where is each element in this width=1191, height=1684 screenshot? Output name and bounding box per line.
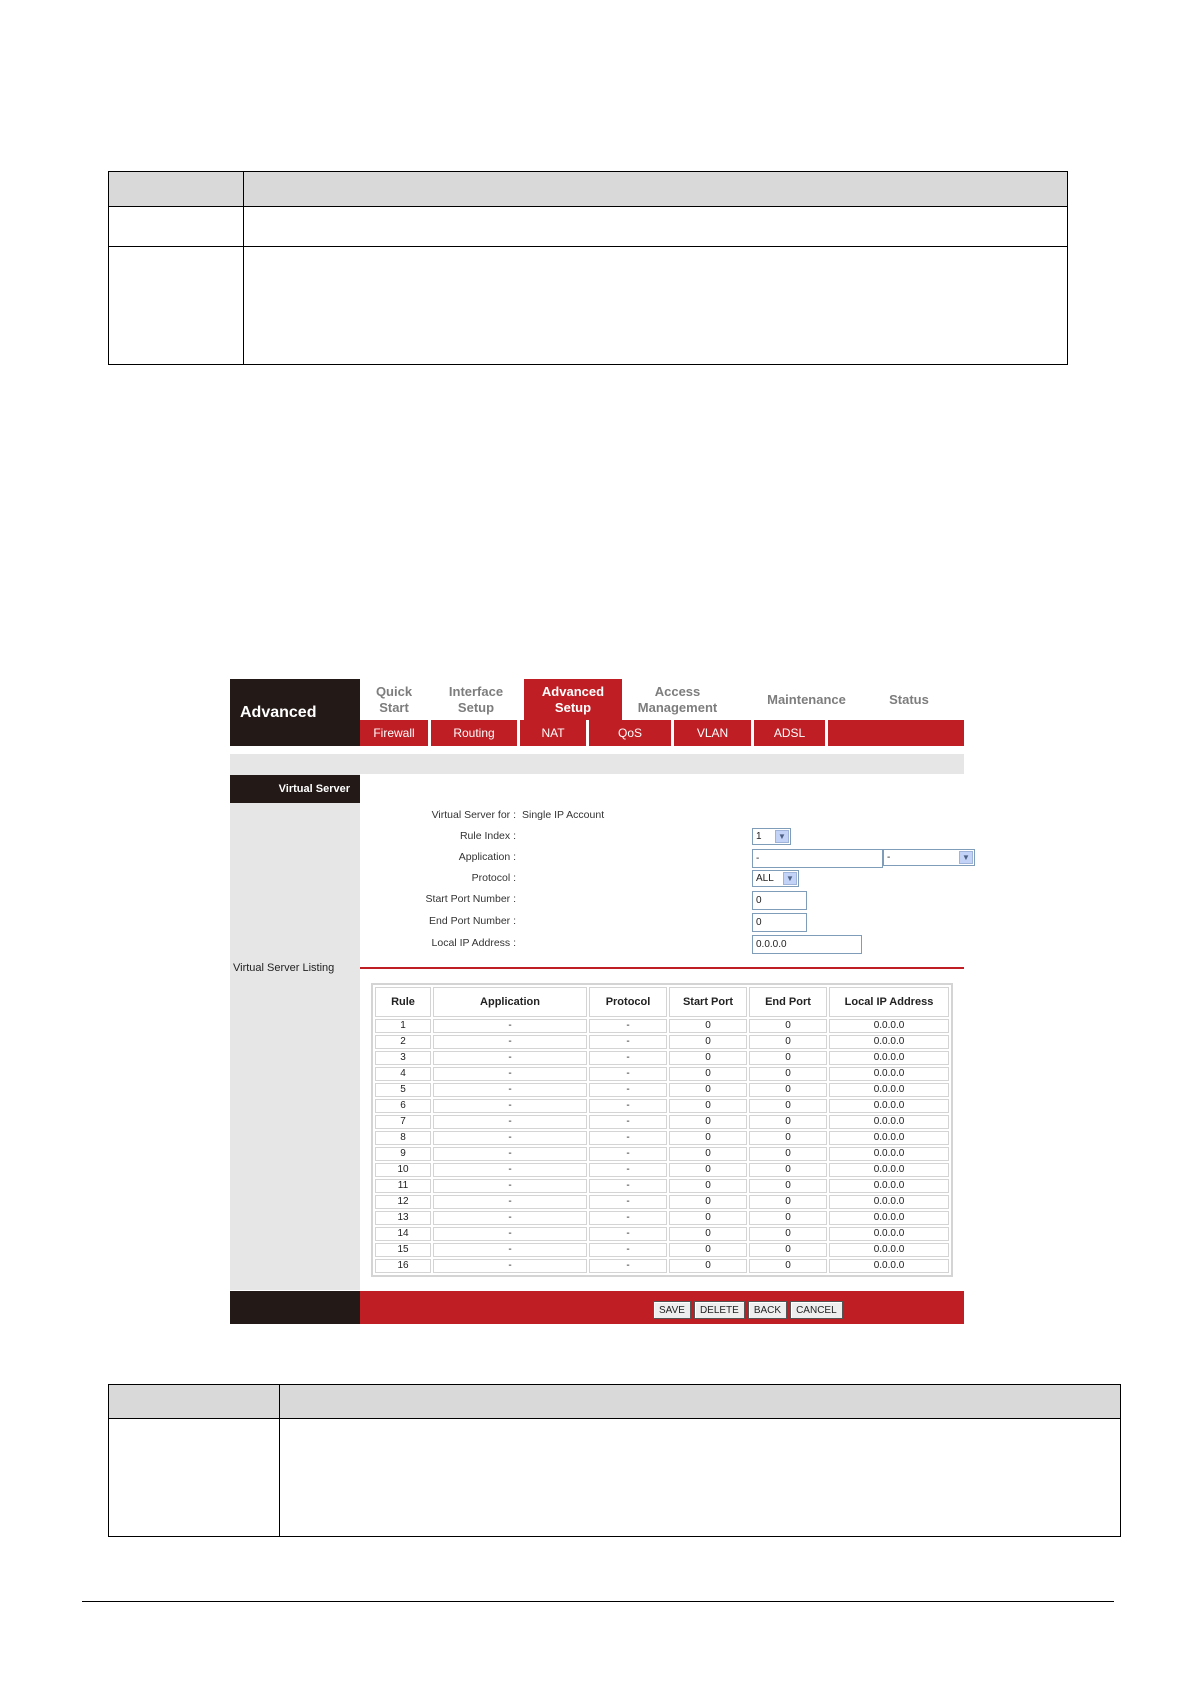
rule-cell: 16	[375, 1259, 431, 1273]
end-port-input[interactable]: 0	[752, 913, 807, 932]
local-ip-cell: 0.0.0.0	[829, 1099, 949, 1113]
local-ip-cell: 0.0.0.0	[829, 1051, 949, 1065]
rule-cell: 11	[375, 1179, 431, 1193]
table-row	[375, 1227, 949, 1241]
protocol-cell: -	[589, 1195, 667, 1209]
local-ip-row	[360, 933, 964, 954]
chevron-down-icon: ▼	[775, 830, 789, 843]
table-row	[375, 1195, 949, 1209]
application-cell: -	[433, 1211, 587, 1225]
action-buttons	[653, 1301, 843, 1319]
rule-cell: 3	[375, 1051, 431, 1065]
application-cell: -	[433, 1051, 587, 1065]
protocol-row	[360, 868, 964, 889]
router-screenshot	[230, 679, 970, 1324]
end-port-cell: 0	[749, 1099, 827, 1113]
application-cell: -	[433, 1243, 587, 1257]
application-cell: -	[433, 1179, 587, 1193]
tab-status[interactable]: Status	[889, 691, 929, 707]
protocol-cell: -	[589, 1115, 667, 1129]
chevron-down-icon: ▼	[959, 851, 973, 864]
local-ip-input[interactable]: 0.0.0.0	[752, 935, 862, 954]
table-row	[375, 1179, 949, 1193]
end-port-cell: 0	[749, 1211, 827, 1225]
start-port-cell: 0	[669, 1099, 747, 1113]
start-port-cell: 0	[669, 1083, 747, 1097]
start-port-cell: 0	[669, 1243, 747, 1257]
application-select-value: -	[887, 852, 891, 863]
application-cell: -	[433, 1083, 587, 1097]
local-ip-cell: 0.0.0.0	[829, 1243, 949, 1257]
rule-index-label: Rule Index :	[459, 830, 516, 842]
footer-bar	[360, 1291, 964, 1324]
table-row	[375, 1067, 949, 1081]
listing-label: Virtual Server Listing	[233, 962, 335, 974]
table-row	[375, 1035, 949, 1049]
start-port-row	[360, 889, 964, 910]
vs-for-value: Single IP Account	[522, 809, 605, 821]
local-ip-cell: 0.0.0.0	[829, 1115, 949, 1129]
footer-bar-left	[230, 1291, 360, 1324]
end-port-cell: 0	[749, 1163, 827, 1177]
end-port-cell: 0	[749, 1147, 827, 1161]
protocol-cell: -	[589, 1179, 667, 1193]
rule-cell: 15	[375, 1243, 431, 1257]
table-row	[375, 1051, 949, 1065]
start-port-cell: 0	[669, 1163, 747, 1177]
table-header-row	[375, 987, 949, 1017]
table-row	[375, 1211, 949, 1225]
tab-interface-setup[interactable]: Interface Setup	[448, 683, 504, 715]
rule-index-row	[360, 826, 964, 847]
local-ip-cell: 0.0.0.0	[829, 1163, 949, 1177]
column-header: Local IP Address	[829, 987, 949, 1017]
application-cell: -	[433, 1035, 587, 1049]
table-row	[375, 1259, 949, 1273]
protocol-cell: -	[589, 1227, 667, 1241]
local-ip-cell: 0.0.0.0	[829, 1259, 949, 1273]
column-header: End Port	[749, 987, 827, 1017]
back-button[interactable]: BACK	[748, 1301, 787, 1319]
start-port-cell: 0	[669, 1259, 747, 1273]
application-input[interactable]: -	[752, 849, 883, 868]
column-header: Start Port	[669, 987, 747, 1017]
start-port-cell: 0	[669, 1115, 747, 1129]
save-button[interactable]: SAVE	[653, 1301, 691, 1319]
end-port-cell: 0	[749, 1115, 827, 1129]
start-port-label: Start Port Number :	[425, 893, 516, 905]
rule-cell: 9	[375, 1147, 431, 1161]
start-port-cell: 0	[669, 1195, 747, 1209]
table-row	[375, 1147, 949, 1161]
protocol-cell: -	[589, 1163, 667, 1177]
rule-cell: 7	[375, 1115, 431, 1129]
local-ip-cell: 0.0.0.0	[829, 1083, 949, 1097]
end-port-label: End Port Number :	[429, 915, 516, 927]
start-port-cell: 0	[669, 1211, 747, 1225]
end-port-cell: 0	[749, 1259, 827, 1273]
vs-for-row	[360, 805, 964, 826]
column-header: Protocol	[589, 987, 667, 1017]
subtab-qos[interactable]: QoS	[589, 720, 674, 746]
application-row	[360, 847, 970, 868]
subtab-adsl[interactable]: ADSL	[754, 720, 828, 746]
doc-table-top	[108, 171, 1068, 365]
doc-table-header-cell	[109, 1385, 280, 1419]
protocol-cell: -	[589, 1211, 667, 1225]
rule-cell: 10	[375, 1163, 431, 1177]
protocol-cell: -	[589, 1147, 667, 1161]
table-row	[375, 1163, 949, 1177]
end-port-cell: 0	[749, 1019, 827, 1033]
doc-table-header-cell	[280, 1385, 1121, 1419]
page-footer-rule	[82, 1601, 1114, 1602]
protocol-cell: -	[589, 1051, 667, 1065]
rule-cell: 14	[375, 1227, 431, 1241]
doc-table-cell	[109, 1419, 280, 1537]
application-select[interactable]	[883, 849, 975, 866]
doc-table-header-cell	[109, 172, 244, 207]
protocol-select[interactable]	[752, 870, 799, 887]
application-cell: -	[433, 1163, 587, 1177]
sub-nav	[360, 720, 964, 746]
application-cell: -	[433, 1259, 587, 1273]
doc-table-cell	[244, 247, 1068, 365]
tab-access-management[interactable]: Access Management	[637, 683, 718, 715]
rule-cell: 4	[375, 1067, 431, 1081]
end-port-cell: 0	[749, 1067, 827, 1081]
rule-index-select[interactable]	[752, 828, 791, 845]
local-ip-cell: 0.0.0.0	[829, 1147, 949, 1161]
end-port-cell: 0	[749, 1243, 827, 1257]
application-cell: -	[433, 1067, 587, 1081]
vs-for-label: Virtual Server for :	[431, 809, 516, 821]
rule-cell: 1	[375, 1019, 431, 1033]
column-header: Application	[433, 987, 587, 1017]
rule-cell: 2	[375, 1035, 431, 1049]
start-port-input[interactable]: 0	[752, 891, 807, 910]
application-label: Application :	[458, 851, 516, 863]
table-row	[375, 1099, 949, 1113]
application-cell: -	[433, 1099, 587, 1113]
start-port-cell: 0	[669, 1131, 747, 1145]
doc-table-cell	[244, 207, 1068, 247]
end-port-cell: 0	[749, 1195, 827, 1209]
protocol-cell: -	[589, 1099, 667, 1113]
table-row	[375, 1243, 949, 1257]
tab-quick-start[interactable]: Quick Start	[375, 683, 413, 715]
start-port-cell: 0	[669, 1035, 747, 1049]
rule-cell: 5	[375, 1083, 431, 1097]
protocol-cell: -	[589, 1019, 667, 1033]
local-ip-cell: 0.0.0.0	[829, 1195, 949, 1209]
chevron-down-icon: ▼	[783, 872, 797, 885]
rule-cell: 6	[375, 1099, 431, 1113]
application-cell: -	[433, 1147, 587, 1161]
start-port-cell: 0	[669, 1051, 747, 1065]
cancel-button[interactable]: CANCEL	[790, 1301, 843, 1319]
doc-table-cell	[109, 247, 244, 365]
end-port-cell: 0	[749, 1227, 827, 1241]
local-ip-cell: 0.0.0.0	[829, 1131, 949, 1145]
protocol-label: Protocol :	[471, 872, 516, 884]
table-row	[375, 1115, 949, 1129]
tab-maintenance[interactable]: Maintenance	[767, 691, 846, 707]
application-cell: -	[433, 1227, 587, 1241]
local-ip-cell: 0.0.0.0	[829, 1067, 949, 1081]
virtual-server-table	[371, 983, 953, 1277]
protocol-value: ALL	[756, 873, 774, 884]
start-port-cell: 0	[669, 1019, 747, 1033]
delete-button[interactable]: DELETE	[694, 1301, 745, 1319]
tab-advanced-setup[interactable]: Advanced Setup	[524, 679, 622, 720]
start-port-cell: 0	[669, 1067, 747, 1081]
left-panel	[230, 774, 360, 1290]
local-ip-cell: 0.0.0.0	[829, 1211, 949, 1225]
table-row	[375, 1131, 949, 1145]
start-port-cell: 0	[669, 1179, 747, 1193]
local-ip-cell: 0.0.0.0	[829, 1035, 949, 1049]
main-nav	[360, 679, 964, 720]
subtab-vlan[interactable]: VLAN	[674, 720, 754, 746]
end-port-row	[360, 911, 964, 932]
application-cell: -	[433, 1019, 587, 1033]
subtab-nat[interactable]: NAT	[520, 720, 589, 746]
end-port-cell: 0	[749, 1131, 827, 1145]
start-port-cell: 0	[669, 1147, 747, 1161]
doc-table-cell	[109, 207, 244, 247]
end-port-cell: 0	[749, 1051, 827, 1065]
protocol-cell: -	[589, 1083, 667, 1097]
table-row	[375, 1019, 949, 1033]
protocol-cell: -	[589, 1243, 667, 1257]
doc-table-header-cell	[244, 172, 1068, 207]
rule-cell: 8	[375, 1131, 431, 1145]
brand-label: Advanced	[230, 679, 360, 746]
end-port-cell: 0	[749, 1179, 827, 1193]
end-port-cell: 0	[749, 1035, 827, 1049]
application-cell: -	[433, 1195, 587, 1209]
local-ip-cell: 0.0.0.0	[829, 1227, 949, 1241]
local-ip-cell: 0.0.0.0	[829, 1019, 949, 1033]
header-divider-strip	[230, 754, 964, 774]
section-divider	[360, 967, 964, 969]
rule-cell: 13	[375, 1211, 431, 1225]
rule-cell: 12	[375, 1195, 431, 1209]
rule-index-value: 1	[756, 831, 762, 842]
doc-table-cell	[280, 1419, 1121, 1537]
doc-table-bottom	[108, 1384, 1121, 1537]
column-header: Rule	[375, 987, 431, 1017]
subtab-routing[interactable]: Routing	[431, 720, 520, 746]
end-port-cell: 0	[749, 1083, 827, 1097]
application-cell: -	[433, 1115, 587, 1129]
local-ip-label: Local IP Address :	[431, 937, 516, 949]
subtab-firewall[interactable]: Firewall	[360, 720, 431, 746]
start-port-cell: 0	[669, 1227, 747, 1241]
local-ip-cell: 0.0.0.0	[829, 1179, 949, 1193]
protocol-cell: -	[589, 1131, 667, 1145]
protocol-cell: -	[589, 1035, 667, 1049]
application-cell: -	[433, 1131, 587, 1145]
section-title: Virtual Server	[230, 775, 360, 803]
protocol-cell: -	[589, 1067, 667, 1081]
table-row	[375, 1083, 949, 1097]
protocol-cell: -	[589, 1259, 667, 1273]
